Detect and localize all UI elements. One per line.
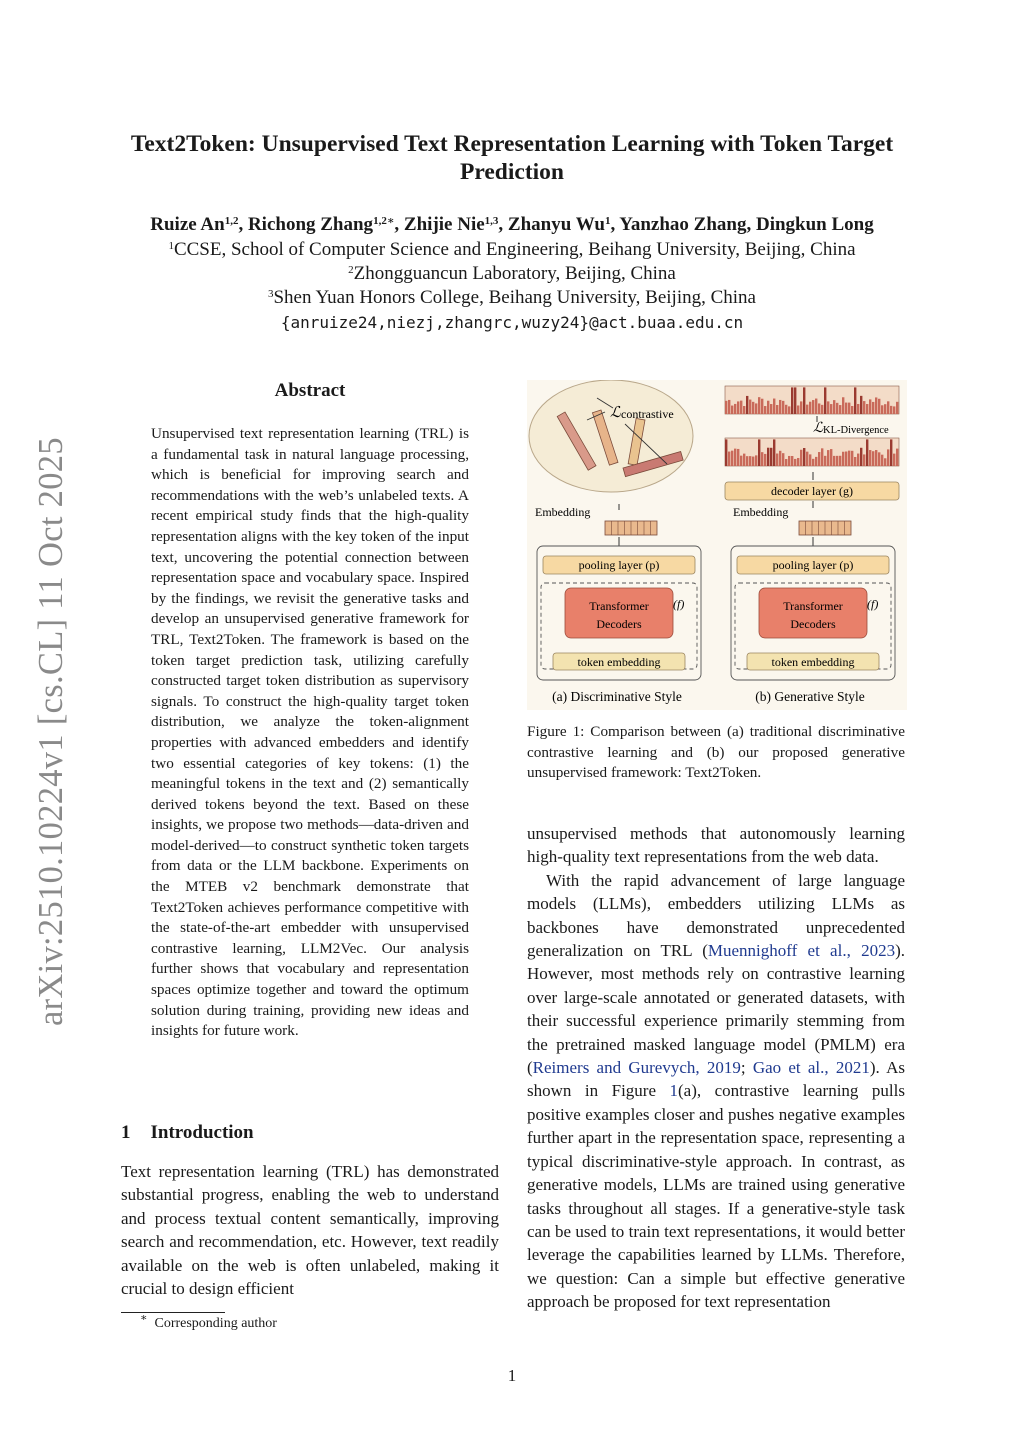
distribution-bar — [761, 452, 763, 466]
author: Dingkun Long — [755, 214, 874, 235]
distribution-bar — [878, 399, 880, 414]
distribution-bar — [833, 400, 835, 414]
distribution-bar — [818, 403, 820, 414]
distribution-bar — [743, 454, 745, 466]
transformer-label-b: Transformer — [783, 599, 843, 613]
distribution-bar — [878, 452, 880, 466]
loss-label-contrastive: contrastive — [621, 407, 674, 421]
affiliation-3: $^3$Shen Yuan Honors College, Beihang University, Beijing, China — [267, 287, 756, 308]
distribution-bar — [731, 451, 733, 466]
distribution-bar — [890, 439, 892, 466]
distribution-bar — [767, 448, 769, 466]
distribution-bar — [779, 400, 781, 414]
distribution-bar — [863, 454, 865, 466]
transformer-label-a: Transformer — [589, 599, 649, 613]
arxiv-watermark — [28, 428, 70, 1028]
distribution-bar — [821, 405, 823, 414]
distribution-bar — [848, 451, 850, 466]
embedding-vector-a — [605, 521, 657, 535]
distribution-bar — [812, 459, 814, 466]
author: Zhanyu Wu$^1$ — [507, 214, 611, 235]
decoders-label-a: Decoders — [596, 617, 642, 631]
distribution-bar — [794, 387, 796, 414]
loss-label-kl: KL-Divergence — [823, 425, 889, 436]
distribution-bar — [740, 456, 742, 466]
loss-symbol-kl: ℒ — [813, 421, 824, 436]
distribution-bar — [854, 387, 856, 414]
distribution-bar — [800, 450, 802, 466]
distribution-bar — [743, 406, 745, 414]
author: Richong Zhang$^{1,2∗}$ — [247, 214, 395, 235]
distribution-bar — [845, 451, 847, 466]
affiliation-1: $^1$CCSE, School of Computer Science and Engineering, Beihang University, Beijing, China — [168, 239, 856, 260]
distribution-bar — [728, 400, 730, 414]
distribution-bar — [839, 456, 841, 466]
distribution-bar — [887, 449, 889, 466]
figure-reference-link[interactable]: 1 — [669, 1081, 679, 1101]
figure-1-diagram — [527, 380, 907, 710]
embedding-vector-b — [799, 521, 851, 535]
distribution-bar — [860, 448, 862, 466]
distribution-bar — [815, 399, 817, 414]
distribution-bar — [734, 449, 736, 466]
distribution-bar — [779, 451, 781, 466]
distribution-bar — [896, 449, 898, 466]
distribution-bar — [863, 401, 865, 414]
distribution-bar — [845, 403, 847, 414]
distribution-bar — [806, 405, 808, 414]
distribution-bar — [776, 405, 778, 414]
distribution-bar — [809, 402, 811, 414]
distribution-bar — [854, 457, 856, 466]
decoder-layer-label: decoder layer (g) — [771, 484, 853, 498]
distribution-bar — [872, 402, 874, 414]
distribution-bar — [809, 454, 811, 466]
distribution-bar — [761, 399, 763, 414]
f-label-a: (f) — [673, 597, 685, 611]
pooling-layer-label-a: pooling layer (p) — [578, 558, 660, 572]
introduction-body-right — [527, 822, 905, 1314]
embedding-space-bubble — [529, 380, 693, 492]
author: Ruize An$^{1,2}$ — [150, 214, 239, 235]
distribution-bar — [800, 401, 802, 414]
distribution-bar — [881, 405, 883, 414]
panel-b-label: (b) Generative Style — [755, 689, 865, 704]
distribution-bar — [851, 406, 853, 414]
distribution-bar — [788, 456, 790, 466]
distribution-bar — [773, 399, 775, 414]
distribution-bar — [836, 403, 838, 414]
distribution-bar — [755, 455, 757, 466]
distribution-bar — [791, 456, 793, 466]
author: Yanzhao Zhang — [619, 214, 747, 235]
distribution-bar — [824, 387, 826, 414]
distribution-bar — [752, 457, 754, 466]
distribution-bar — [758, 439, 760, 466]
pooling-layer-label-b: pooling layer (p) — [772, 558, 854, 572]
distribution-bar — [884, 404, 886, 414]
predicted-token-distribution — [725, 438, 899, 466]
distribution-bar — [749, 400, 751, 414]
paragraph: unsupervised methods that autonomously learning high-quality text representations from the web data. — [527, 824, 905, 867]
page-number: 1 — [507, 1366, 517, 1385]
distribution-bar — [767, 401, 769, 414]
decoders-label-b: Decoders — [790, 617, 836, 631]
distribution-bar — [875, 397, 877, 414]
distribution-bar — [773, 439, 775, 466]
embedding-label-b: Embedding — [733, 505, 789, 519]
distribution-bar — [812, 400, 814, 414]
figure-1-caption: Figure 1: Comparison between (a) traditional discriminative contrastive learning and (b) our proposed generative unsupervised framework: Text2Token. — [527, 723, 905, 781]
target-token-distribution — [725, 386, 899, 414]
distribution-bar — [857, 404, 859, 414]
distribution-bar — [848, 403, 850, 414]
section-heading-introduction: 1 Introduction — [121, 1122, 254, 1143]
distribution-bar — [776, 454, 778, 466]
distribution-bar — [758, 397, 760, 414]
abstract-body: Unsupervised text representation learning (TRL) is a fundamental task in natural language processing, which is beneficial for improving search and recommendations with the web’s unlabeled texts. A recent empirical study finds that the high-quality representation aligns with the key token of the input text, uncovering the potential connection between representation space and vocabulary space. Inspired by the findings, we revisit the generative tasks and develop an unsupervised generative framework for TRL, Text2Token. The framework is based on the token target prediction task, utilizing carefully constructed target token distribution as supervisory signals. To construct the high-quality target token distribution, we analyze the token-alignment properties with advanced embedders and identify two essential categories of key tokens: (1) the meaningful tokens in the text and (2) semantically derived tokens beyond the text. Based on these insights, we propose two methods—data-driven and model-derived—to construct synthetic token targets from data or the LLM backbone. Experiments on the MTEB v2 benchmark demonstrate that Text2Token achieves performance competitive with the state-of-the-art embedder with unsupervised contrastive learning, LLM2Vec. Our analysis further shows that vocabulary and representation spaces optimize together and toward the optimum solution during training, providing new ideas and insights for future work. — [151, 425, 469, 1040]
distribution-bar — [815, 457, 817, 466]
distribution-bar — [803, 387, 805, 414]
introduction-body: Text representation learning (TRL) has demonstrated substantial progress, enabling the web to understand and process textual content semantically, improving search and recommendation, etc. However, text readily available on the web is often unlabeled, making it crucial to design efficient — [121, 1162, 499, 1299]
distribution-bar — [785, 459, 787, 466]
citation-link[interactable]: Muennighoff et al., 2023 — [707, 941, 896, 961]
distribution-bar — [893, 454, 895, 466]
author: Zhijie Nie$^{1,3}$ — [403, 214, 499, 235]
footnote: ∗ Corresponding author — [140, 1312, 277, 1331]
footnote-rule — [121, 1312, 225, 1313]
distribution-bar — [737, 449, 739, 466]
f-label-b: (f) — [867, 597, 879, 611]
distribution-bar — [833, 456, 835, 466]
distribution-bar — [764, 406, 766, 414]
distribution-bar — [884, 458, 886, 466]
distribution-bar — [860, 396, 862, 414]
distribution-bar — [746, 456, 748, 466]
distribution-bar — [806, 452, 808, 466]
distribution-bar — [788, 406, 790, 414]
distribution-bar — [770, 448, 772, 466]
distribution-bar — [821, 448, 823, 466]
distribution-bar — [785, 405, 787, 414]
distribution-bar — [818, 452, 820, 466]
arxiv-id-text: arXiv:2510.10224v1 [cs.CL] 11 Oct 2025 — [32, 437, 70, 1026]
distribution-bar — [752, 402, 754, 414]
distribution-bar — [731, 406, 733, 414]
distribution-bar — [725, 439, 727, 466]
distribution-bar — [842, 452, 844, 466]
distribution-bar — [749, 456, 751, 466]
distribution-bar — [755, 403, 757, 414]
distribution-bar — [830, 449, 832, 466]
distribution-bar — [830, 404, 832, 414]
distribution-bar — [827, 450, 829, 466]
distribution-bar — [836, 456, 838, 466]
abstract-heading: Abstract — [274, 380, 346, 401]
paragraph: With the rapid advancement of large language models (LLMs), embedders utilizing LLMs as backbones have demonstrated unprecedented generalization on TRL (Muennighoff et al., 2023). However, most methods rely on contrastive learning over large-scale annotated or generated datasets, with their successful experience primarily stemming from the pretrained masked language model (PMLM) era (Reimers and Gurevych, 2019; Gao et al., 2021). As shown in Figure 1(a), contrastive learning pulls positive examples closer and pushes negative examples further apart in the representation space, representing a typical discriminative-style approach. In contrast, as generative models, LLMs are trained using generative tasks throughout all stages. If a generative-style task can be used to train text representations, it would better leverage the capabilities learned by LLMs. Therefore, we question: Can a simple but effective generative approach be proposed for text representation — [527, 870, 905, 1312]
loss-symbol-contrastive: ℒ — [610, 405, 621, 421]
distribution-bar — [890, 406, 892, 414]
panel-a-label: (a) Discriminative Style — [552, 689, 682, 704]
affiliation-2: $^2$Zhongguancun Laboratory, Beijing, China — [348, 263, 676, 284]
distribution-bar — [770, 404, 772, 414]
distribution-bar — [872, 451, 874, 466]
distribution-bar — [728, 452, 730, 466]
distribution-bar — [827, 401, 829, 414]
embedding-label-a: Embedding — [535, 505, 591, 519]
distribution-bar — [797, 405, 799, 414]
author-emails: {anruize24,niezj,zhangrc,wuzy24}@act.buaa.edu.cn — [280, 313, 744, 332]
distribution-bar — [866, 404, 868, 414]
distribution-bar — [857, 454, 859, 466]
token-embedding-label-b: token embedding — [771, 655, 855, 669]
distribution-bar — [842, 397, 844, 414]
distribution-bar — [764, 454, 766, 466]
paper-title: Text2Token: Unsupervised Text Representation Learning with Token Target Prediction — [130, 131, 894, 185]
distribution-bar — [824, 456, 826, 466]
distribution-bar — [869, 450, 871, 466]
citation-link[interactable]: Gao et al., 2021 — [752, 1058, 870, 1078]
distribution-bar — [737, 401, 739, 414]
distribution-bar — [896, 402, 898, 414]
distribution-bar — [851, 451, 853, 466]
distribution-bar — [866, 439, 868, 466]
distribution-bar — [725, 401, 727, 414]
citation-link[interactable]: Reimers and Gurevych, 2019 — [532, 1058, 741, 1078]
distribution-bar — [734, 404, 736, 414]
distribution-bar — [782, 401, 784, 414]
distribution-bar — [782, 453, 784, 466]
distribution-bar — [887, 401, 889, 414]
distribution-bar — [791, 387, 793, 414]
distribution-bar — [839, 405, 841, 414]
distribution-bar — [746, 396, 748, 414]
distribution-bar — [794, 459, 796, 466]
distribution-bar — [797, 458, 799, 466]
distribution-bar — [881, 455, 883, 466]
token-embedding-label-a: token embedding — [577, 655, 661, 669]
distribution-bar — [893, 406, 895, 414]
distribution-bar — [875, 450, 877, 466]
distribution-bar — [803, 448, 805, 466]
author-list: Ruize An$^{1,2}$, Richong Zhang$^{1,2∗}$, Zhijie Nie$^{1,3}$, Zhanyu Wu$^1$, Yanzhao Zhang, Dingkun Long — [150, 214, 874, 235]
distribution-bar — [740, 401, 742, 414]
distribution-bar — [869, 399, 871, 414]
